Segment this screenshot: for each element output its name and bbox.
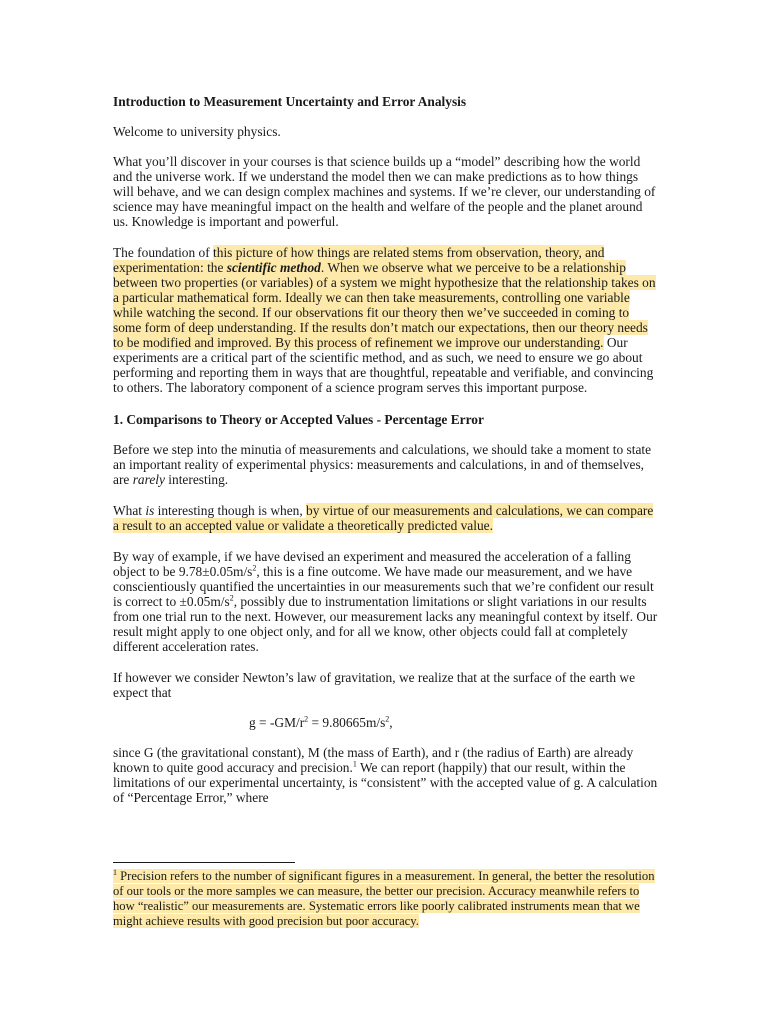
text-span: interesting.	[164, 472, 229, 487]
text-span: Before we step into the minutia of measurements and calculations, we should take a moment to state an important reality of experimental physics: measurements and calculations, in and of themselves, are	[113, 442, 652, 487]
text-span: The foundation of	[113, 245, 214, 260]
paragraph-consistent	[113, 745, 658, 805]
text-span: , this is a fine outcome. We have made our measurement, and we have conscientiously quantified the uncertainties in our measurements such that we’re confident our result is correct to ±0.05m/s	[113, 564, 654, 609]
paragraph-model: What you’ll discover in your courses is that science builds up a “model” describing how the world and the universe work. If we understand the model then we can make predictions as to how things will behave, and we can design complex machines and systems. If we’re clever, our understanding of science may have meaningful impact on the health and welfare of the people and the planet around us. Knowledge is important and powerful.	[113, 154, 656, 229]
paragraph-scientific-method	[113, 245, 658, 395]
footnote-reference[interactable]: 1	[352, 759, 357, 769]
emphasis-text: rarely	[132, 472, 165, 487]
document-title: Introduction to Measurement Uncertainty and Error Analysis	[113, 94, 467, 109]
text-span: By way of example, if we have devised an experiment and measured the acceleration of a falling object to be 9.78±0.05m/s	[113, 549, 631, 579]
paragraph-welcome: Welcome to university physics.	[113, 124, 281, 139]
section-heading: 1. Comparisons to Theory or Accepted Values - Percentage Error	[113, 412, 484, 427]
text-span: interesting though is when,	[154, 503, 307, 518]
equation-text: ,	[389, 715, 393, 730]
text-span: this picture of how things are related stems from observation, theory, and experimentation: the	[113, 245, 605, 275]
paragraph-newton: If however we consider Newton’s law of gravitation, we realize that at the surface of the earth we expect that	[113, 670, 636, 700]
superscript: 2	[304, 714, 309, 724]
superscript: 2	[229, 593, 234, 603]
text-span: . When we observe what we perceive to be a relationship between two properties (or variables) of a system we might hypothesize that the relationship takes on a particular mathematical form. Ideally we can then take measurements, controlling one variable while watching the second. If our observations fit our theory then we’ve succeeded in coming to some form of deep understanding. If the results don’t match our expectations, then our theory needs to be modified and improved. By this process of refinement we improve our understanding.	[113, 260, 656, 350]
footnote	[113, 869, 658, 929]
paragraph-minutia	[113, 442, 658, 487]
equation	[249, 715, 393, 730]
highlighted-text	[113, 869, 655, 928]
highlighted-text	[113, 245, 656, 350]
equation-text: = 9.80665m/s	[308, 715, 386, 730]
text-span: Our experiments are a critical part of the scientific method, and as such, we need to ensure we go about performing and reporting them in ways that are thoughtful, repeatable and verifiable, and convincing to others. The laboratory component of a science program serves this important purpose.	[113, 335, 654, 395]
emphasis-text: is	[145, 503, 155, 518]
paragraph-example	[113, 549, 658, 654]
text-span: , possibly due to instrumentation limitations or slight variations in our results from one trial run to the next. However, our measurement lacks any meaningful context by itself. Our result might apply to one object only, and for all we know, other objects could fall at completely different acceleration rates.	[113, 594, 658, 654]
footnote-text: Precision refers to the number of significant figures in a measurement. In general, the better the resolution of our tools or the more samples we can measure, the better our precision. Accuracy meanwhile refers to how “realistic” our measurements are. Systematic errors like poorly calibrated instruments mean that we might achieve results with good precision but poor accuracy.	[113, 869, 655, 928]
text-span: since G (the gravitational constant), M (the mass of Earth), and r (the radius of Earth) are already known to quite good accuracy and precision.	[113, 745, 634, 775]
paragraph-interesting	[113, 503, 658, 533]
emphasis-text: scientific method	[226, 260, 321, 275]
footnote-number: 1	[113, 867, 117, 877]
equation-text: g = -GM/r	[249, 715, 305, 730]
footnote-divider	[113, 862, 295, 863]
text-span: We can report (happily) that our result, within the limitations of our experimental uncertainty, is “consistent” with the accepted value of g. A calculation of “Percentage Error,” where	[113, 760, 658, 805]
superscript: 2	[252, 563, 257, 573]
superscript: 2	[385, 714, 390, 724]
highlighted-text: by virtue of our measurements and calculations, we can compare a result to an accepted value or validate a theoretically predicted value.	[113, 503, 654, 533]
text-span: What	[113, 503, 146, 518]
